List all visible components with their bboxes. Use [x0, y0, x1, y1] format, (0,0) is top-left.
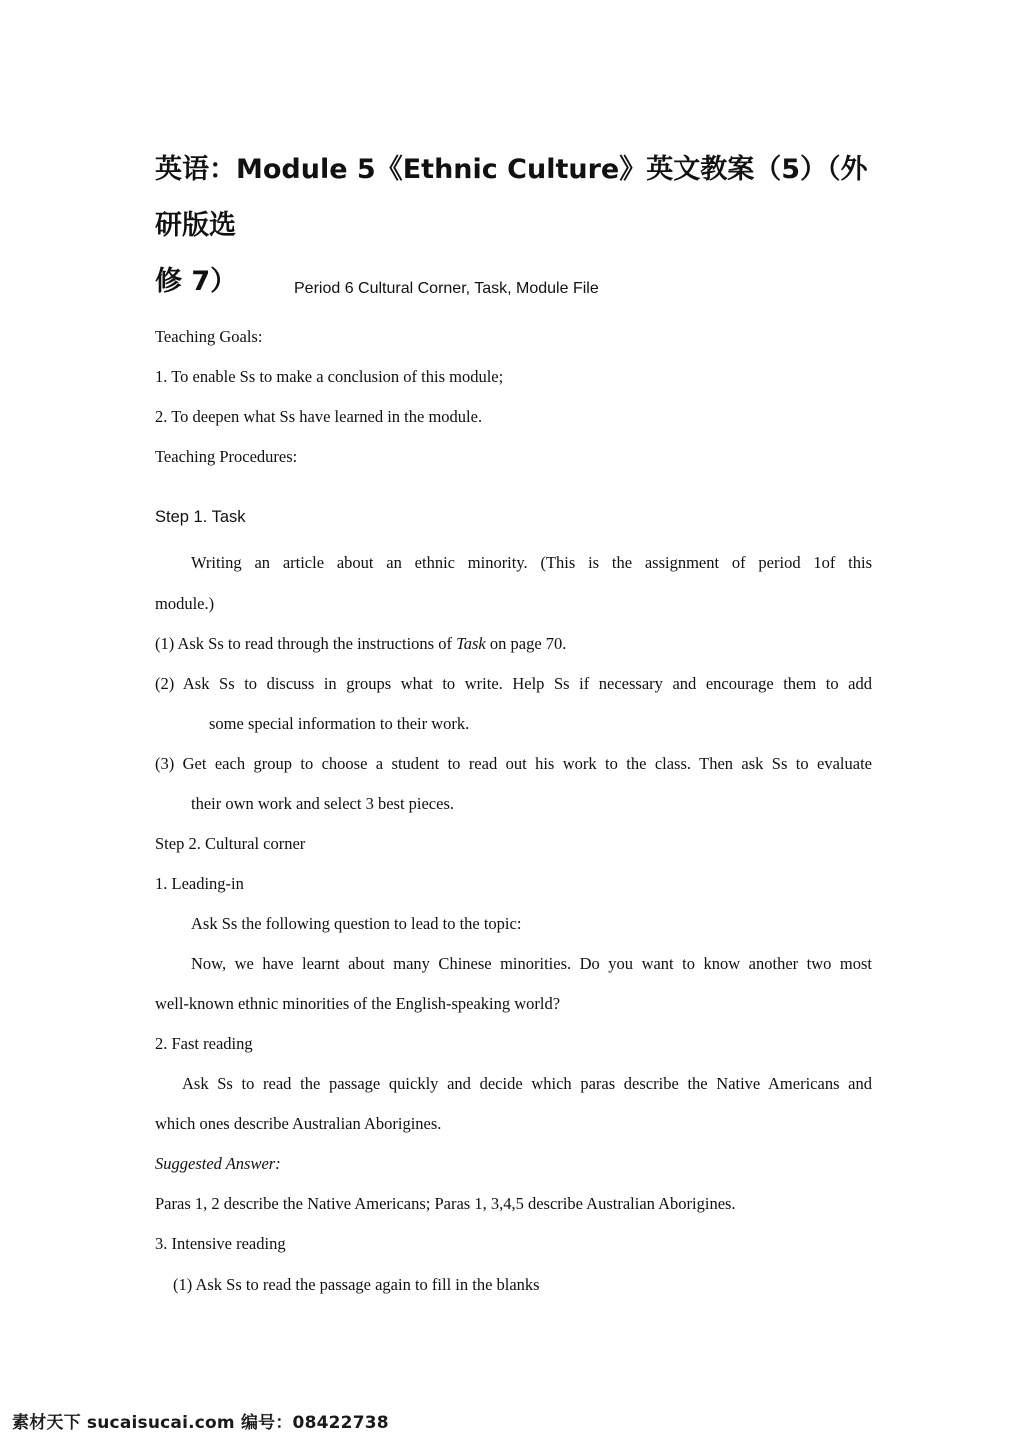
- suggested-answer-label-text: Suggested Answer:: [155, 1154, 281, 1173]
- step-1-item-2-line-1: (2) Ask Ss to discuss in groups what to write. Help Ss if necessary and encourage them to add: [155, 674, 872, 693]
- step-1-item-3-line-2: their own work and select 3 best pieces.: [191, 794, 455, 813]
- intensive-reading-item-1: (1) Ask Ss to read the passage again to fill in the blanks: [173, 1275, 540, 1294]
- step-2-heading: Step 2. Cultural corner: [155, 834, 306, 853]
- goal-2: 2. To deepen what Ss have learned in the module.: [155, 407, 483, 426]
- suggested-answer-text: Paras 1, 2 describe the Native Americans; Paras 1, 3,4,5 describe Australian Aborigines.: [155, 1194, 736, 1213]
- suggested-answer-label: [155, 1154, 281, 1174]
- leading-in-line-1: Ask Ss the following question to lead to the topic:: [191, 914, 522, 933]
- leading-in-line-3: well-known ethnic minorities of the English-speaking world?: [155, 994, 561, 1013]
- teaching-goals-heading: Teaching Goals:: [155, 327, 263, 346]
- step-1-item-1-italic: Task: [456, 634, 486, 653]
- fast-reading-heading: 2. Fast reading: [155, 1034, 253, 1053]
- goal-1: 1. To enable Ss to make a conclusion of this module;: [155, 367, 504, 386]
- intensive-reading-heading: 3. Intensive reading: [155, 1234, 286, 1253]
- step-1-paragraph-line-2: module.): [155, 594, 215, 613]
- step-1-item-2-line-2: some special information to their work.: [209, 714, 470, 733]
- step-1-paragraph-line-1: Writing an article about an ethnic minority. (This is the assignment of period 1of this: [191, 553, 872, 572]
- step-1-item-1-suffix: on page 70.: [485, 634, 567, 653]
- title-line-2: 修 7）: [155, 266, 238, 297]
- step-1-item-3-line-1: (3) Get each group to choose a student to read out his work to the class. Then ask Ss to evaluate: [155, 754, 872, 773]
- watermark-text: 素材天下 sucaisucai.com 编号：08422738: [12, 1413, 389, 1433]
- period-subtitle: Period 6 Cultural Corner, Task, Module File: [294, 280, 599, 297]
- title-line-1: 英语：Module 5《Ethnic Culture》英文教案（5）（外研版选: [155, 154, 868, 241]
- teaching-procedures-heading: Teaching Procedures:: [155, 447, 298, 466]
- leading-in-line-2: Now, we have learnt about many Chinese minorities. Do you want to know another two most: [191, 954, 872, 973]
- fast-reading-line-1: Ask Ss to read the passage quickly and decide which paras describe the Native Americans and: [182, 1074, 872, 1093]
- fast-reading-line-2: which ones describe Australian Aborigines.: [155, 1114, 442, 1133]
- step-1-heading: Step 1. Task: [155, 508, 246, 526]
- leading-in-heading: 1. Leading-in: [155, 874, 244, 893]
- step-1-item-1: [155, 634, 566, 654]
- step-1-item-1-prefix: (1) Ask Ss to read through the instructions of: [155, 634, 457, 653]
